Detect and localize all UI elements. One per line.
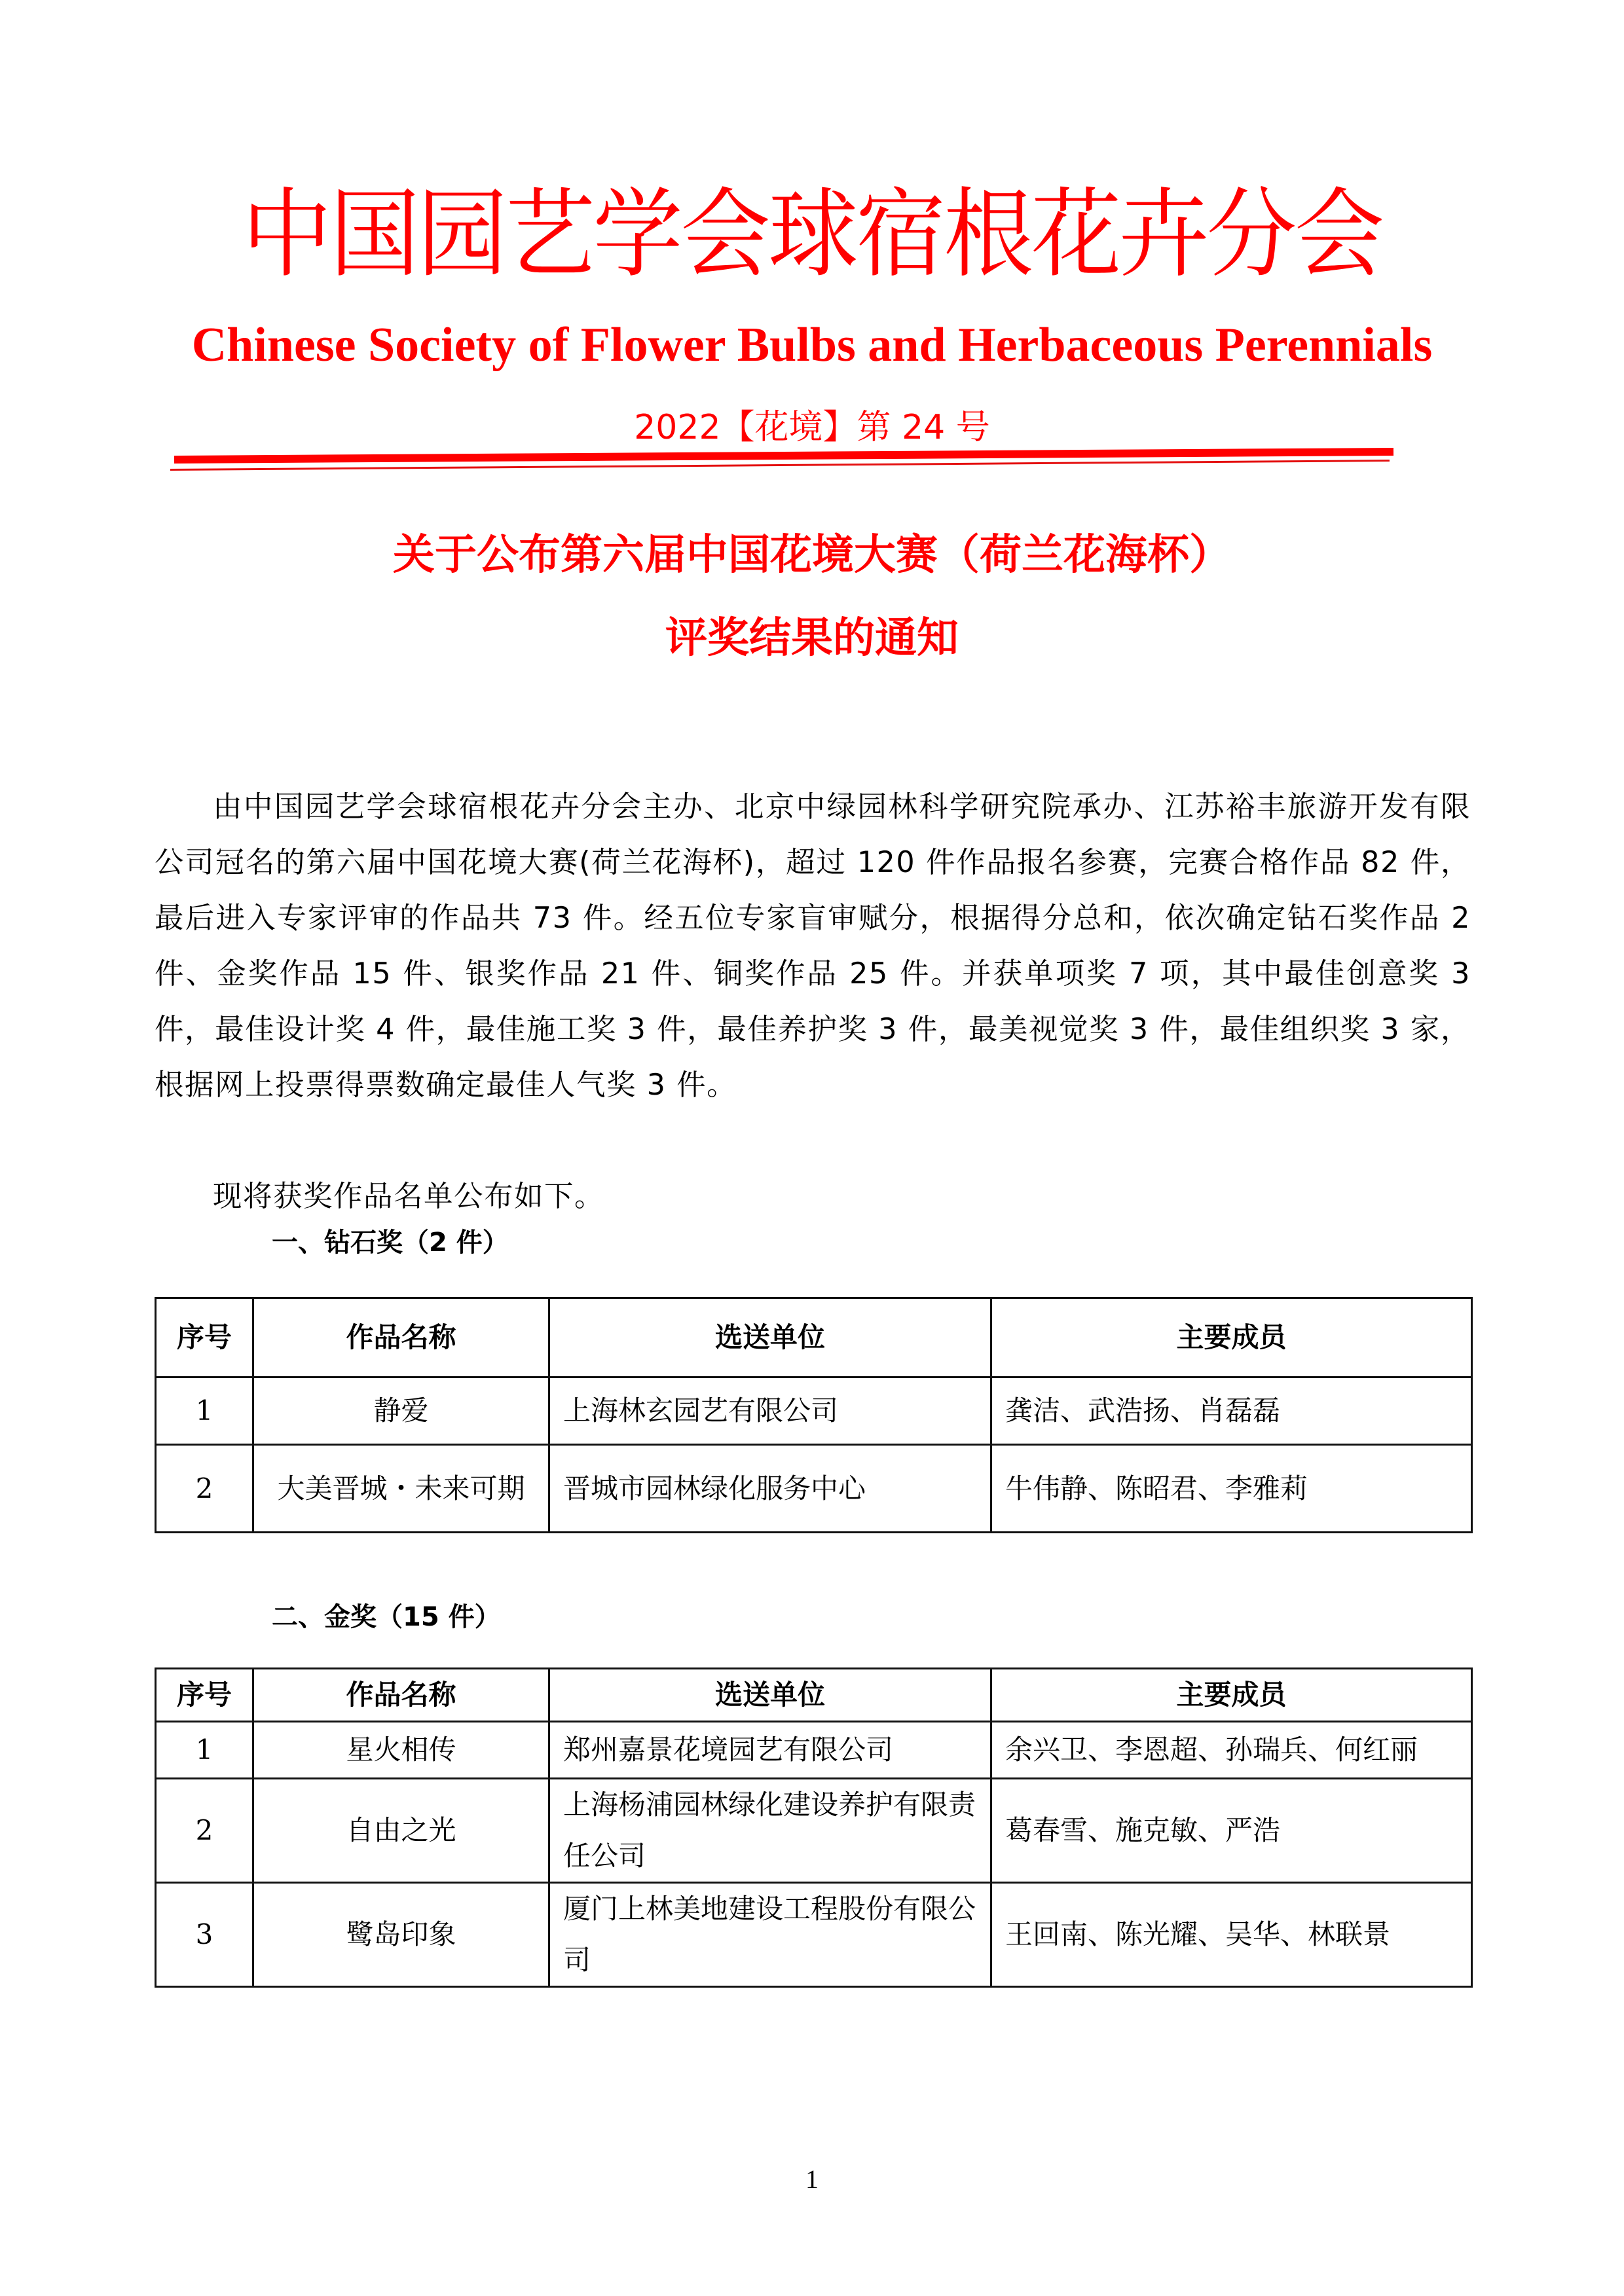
column-header-no: 序号 xyxy=(156,1669,253,1722)
cell-work: 静爱 xyxy=(253,1377,549,1445)
cell-unit: 厦门上林美地建设工程股份有限公司 xyxy=(549,1883,991,1987)
column-header-no: 序号 xyxy=(156,1298,253,1377)
cell-no: 2 xyxy=(156,1779,253,1883)
section-heading-gold: 二、金奖（15 件） xyxy=(272,1602,501,1632)
cell-members: 龚洁、武浩扬、肖磊磊 xyxy=(991,1377,1472,1445)
cell-work: 星火相传 xyxy=(253,1722,549,1779)
cell-unit: 郑州嘉景花境园艺有限公司 xyxy=(549,1722,991,1779)
table-row xyxy=(156,1883,1472,1987)
cell-work: 自由之光 xyxy=(253,1779,549,1883)
table-row xyxy=(156,1779,1472,1883)
table-row xyxy=(156,1722,1472,1779)
cell-no: 1 xyxy=(156,1722,253,1779)
announce-block xyxy=(155,1169,1471,1224)
column-header-members: 主要成员 xyxy=(991,1669,1472,1722)
cell-members: 余兴卫、李恩超、孙瑞兵、何红丽 xyxy=(991,1722,1472,1779)
column-header-work: 作品名称 xyxy=(253,1669,549,1722)
notice-title-line1: 关于公布第六届中国花境大赛（荷兰花海杯） xyxy=(393,531,1231,579)
notice-body xyxy=(155,779,1471,1113)
cell-no: 2 xyxy=(156,1445,253,1533)
org-name-en: Chinese Society of Flower Bulbs and Herbaceous Perennials xyxy=(191,318,1433,372)
table-row xyxy=(156,1377,1472,1445)
body-paragraph: 由中国园艺学会球宿根花卉分会主办、北京中绿园林科学研究院承办、江苏裕丰旅游开发有限公司冠名的第六届中国花境大赛(荷兰花海杯)，超过 120 件作品报名参赛，完赛合格作品 82 件，最后进入专家评审的作品共 73 件。经五位专家盲审赋分，根据得分总和，依次确定钻石奖作品 2 件、金奖作品 15 件、银奖作品 21 件、铜奖作品 25 件。并获单项奖 7 项，其中最佳创意奖 3 件，最佳设计奖 4 件，最佳施工奖 3 件，最佳养护奖 3 件，最美视觉奖 3 件，最佳组织奖 3 家，根据网上投票得票数确定最佳人气奖 3 件。 xyxy=(155,790,1471,1102)
cell-no: 3 xyxy=(156,1883,253,1987)
gold-award-table xyxy=(155,1667,1473,1988)
cell-unit: 上海杨浦园林绿化建设养护有限责任公司 xyxy=(549,1779,991,1883)
cell-members: 葛春雪、施克敏、严浩 xyxy=(991,1779,1472,1883)
announce-line: 现将获奖作品名单公布如下。 xyxy=(213,1180,605,1213)
org-name-cn: 中国园艺学会球宿根花卉分会 xyxy=(242,178,1382,291)
diamond-award-table xyxy=(155,1297,1473,1533)
column-header-work: 作品名称 xyxy=(253,1298,549,1377)
cell-unit: 上海林玄园艺有限公司 xyxy=(549,1377,991,1445)
cell-no: 1 xyxy=(156,1377,253,1445)
table-row xyxy=(156,1445,1472,1533)
cell-members: 牛伟静、陈昭君、李雅莉 xyxy=(991,1445,1472,1533)
cell-work: 鹭岛印象 xyxy=(253,1883,549,1987)
table-header-row xyxy=(156,1298,1472,1377)
notice-title-line2: 评奖结果的通知 xyxy=(665,614,959,663)
page-number: 1 xyxy=(805,2164,819,2194)
column-header-unit: 选送单位 xyxy=(549,1669,991,1722)
section-heading-diamond: 一、钻石奖（2 件） xyxy=(272,1228,509,1258)
column-header-unit: 选送单位 xyxy=(549,1298,991,1377)
cell-unit: 晋城市园林绿化服务中心 xyxy=(549,1445,991,1533)
column-header-members: 主要成员 xyxy=(991,1298,1472,1377)
cell-members: 王回南、陈光耀、吴华、林联景 xyxy=(991,1883,1472,1987)
issue-number: 2022【花境】第 24 号 xyxy=(634,408,990,447)
table-header-row xyxy=(156,1669,1472,1722)
cell-work: 大美晋城・未来可期 xyxy=(253,1445,549,1533)
